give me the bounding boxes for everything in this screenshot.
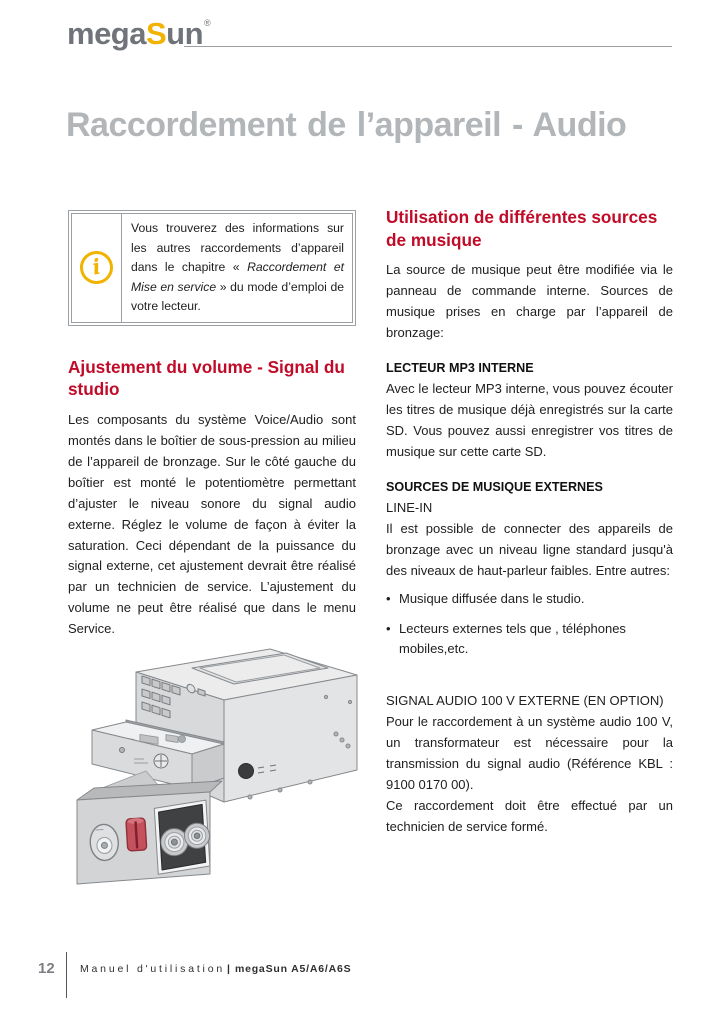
manual-label: Manuel d'utilisation: [80, 963, 225, 975]
footer-separator: |: [226, 963, 230, 975]
logo-text-un: un: [166, 16, 204, 51]
info-text: [122, 214, 352, 322]
optional-signal-body-2: Ce raccordement doit être effectué par un technicien de service formé.: [386, 797, 673, 834]
bullet-item: • Lecteurs externes tels que , téléphones mobiles,etc.: [386, 619, 673, 658]
right-column: [386, 206, 673, 838]
info-text-after: » du mode d’emploi de votre lecteur.: [131, 279, 344, 314]
header-rule: [184, 46, 672, 47]
volume-body: Les composants du système Voice/Audio sont montés dans le boîtier de sous-pression au milieu de l’appareil de bronzage. Sur le côté gauche du boîtier est monté le potentiomètre permettant d’ajuster le niveau sonore du signal audio externe. Réglez le volume de façon à éviter la saturation. Ceci dépendant de la puissance du signal externe, cet ajustement devrait être réalisé par un technicien de service. L’ajustement du volume ne peut être réalisé que dans le menu Service.: [68, 411, 356, 637]
external-sources-heading: SOURCES DE MUSIQUE EXTERNES: [386, 479, 603, 494]
section-heading-volume: Ajustement du volume - Signal du studio: [68, 356, 345, 400]
callout-panel: [77, 781, 222, 884]
line-in-label: LINE-IN: [386, 500, 433, 516]
right-face-port: [239, 764, 254, 779]
device-illustration: [74, 642, 356, 885]
tanning-device-audio-connectors-drawing: [74, 642, 364, 885]
info-text-italic: Raccordement et Mise en service: [131, 260, 344, 294]
optional-signal-body-1: Pour le raccordement à un système audio 100 V, un transformateur est nécessaire pour la transmission du signal audio (Référence KBL : 9100 0170 00).: [386, 714, 673, 792]
footer-text: [80, 963, 351, 975]
info-text-before: Vous trouverez des informations sur les autres raccordements d’appareil dans le chapitre «: [131, 221, 344, 275]
left-column: [68, 210, 356, 885]
registered-mark: ®: [204, 18, 211, 28]
logo-text-mega: mega: [67, 16, 146, 51]
mp3-heading: LECTEUR MP3 INTERNE: [386, 361, 534, 376]
info-icon: i: [77, 249, 115, 287]
footer: [0, 950, 724, 1000]
section-heading-sources: Utilisation de différentes sources de musique: [386, 207, 658, 250]
page-title: Raccordement de l’appareil - Audio: [66, 106, 627, 144]
logo-text-s: S: [145, 16, 167, 51]
footer-rule: [66, 952, 67, 998]
info-box-inner: [71, 213, 353, 323]
external-sources-bullets: [386, 589, 673, 659]
info-icon-cell: [72, 214, 122, 322]
rca-connectors: [154, 800, 212, 874]
external-sources-body: Il est possible de connecter des appareils de bronzage avec un niveau ligne standard jusqu'à des niveaux de haut-parleur faibles. Entre autres:: [386, 520, 673, 578]
product-label: megaSun A5/A6/A6S: [234, 963, 352, 975]
optional-signal-heading: SIGNAL AUDIO 100 V EXTERNE (EN OPTION): [386, 693, 664, 709]
mp3-body: Avec le lecteur MP3 interne, vous pouvez écouter les titres de musique déjà enregistrés sur la carte SD. Vous pouvez aussi enregistrer vos titres de musique sur cette carte SD.: [386, 381, 673, 459]
info-box: [68, 210, 356, 326]
page-number: 12: [38, 960, 55, 977]
sources-intro: La source de musique peut être modifiée via le panneau de commande interne. Sources de musique prises en charge par l’appareil de bronzage:: [386, 262, 673, 341]
bullet-item: • Musique diffusée dans le studio.: [386, 589, 673, 609]
volume-knob: [126, 818, 147, 851]
